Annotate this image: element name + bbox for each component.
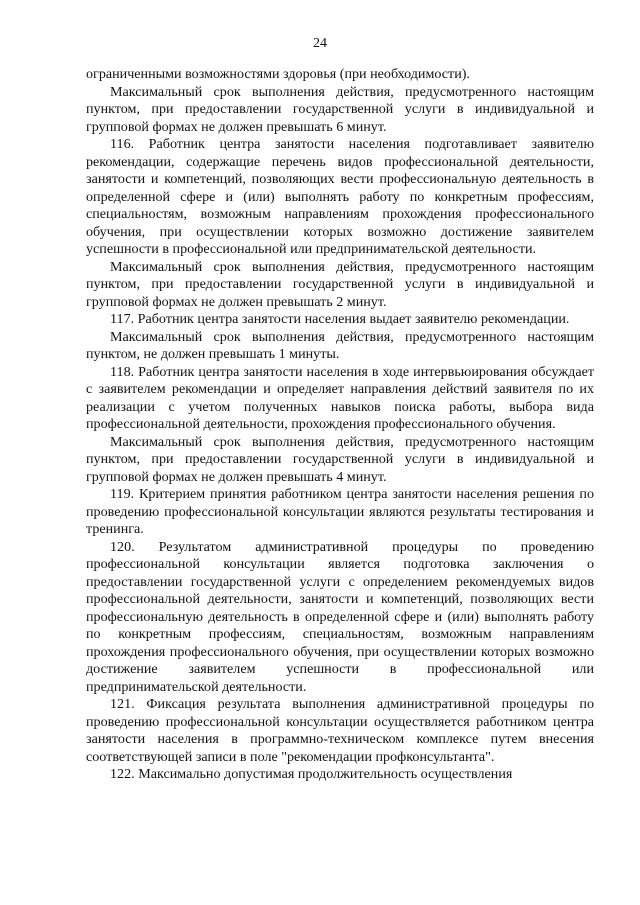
paragraph-121: 121. Фиксация результата выполнения административной процедуры по проведению профессиональной консультации осуществляется работником центра занятости населения в программно-техническом комплексе путем внесения соответствующей записи в поле "рекомендации профконсультанта".: [86, 696, 594, 765]
paragraph-117: 117. Работник центра занятости населения выдает заявителю рекомендации.: [110, 311, 570, 327]
paragraph-max-time-1min: Максимальный срок выполнения действия, предусмотренного настоящим пунктом, не должен превышать 1 минуты.: [86, 328, 594, 362]
paragraph-max-time-6min: Максимальный срок выполнения действия, предусмотренного настоящим пунктом, при предоставлении государственной услуги в индивидуальной и групповой формах не должен превышать 6 минут.: [86, 83, 594, 135]
paragraph-116: 116. Работник центра занятости населения подготавливает заявителю рекомендации, содержащие перечень видов профессиональной деятельности, занятости и компетенций, позволяющих вести профессиональную деятельность в определенной сфере и (или) выполнять работу по конкретным профессиям, специальностям, возможным направлениям прохождения профессионального обучения, при осуществлении которых возможно достижение заявителем успешности в профессиональной или предпринимательской деятельности.: [86, 136, 594, 257]
paragraph-max-time-4min: Максимальный срок выполнения действия, предусмотренного настоящим пунктом, при предоставлении государственной услуги в индивидуальной и групповой формах не должен превышать 4 минут.: [86, 433, 594, 485]
paragraph-120: 120. Результатом административной процедуры по проведению профессиональной консультации является подготовка заключения о предоставлении государственной услуги с определением рекомендуемых видов профессиональной деятельности, занятости и компетенций, позволяющих вести профессиональную деятельность в определенной сфере и (или) выполнять работу по конкретным профессиям, специальностям, возможным направлениям прохождения профессионального обучения, при осуществлении которых возможно достижение заявителем успешности в профессиональной или предпринимательской деятельности.: [86, 538, 594, 695]
document-body: [86, 66, 594, 784]
paragraph-continuation: ограниченными возможностями здоровья (при необходимости).: [86, 66, 470, 82]
paragraph-118: 118. Работник центра занятости населения в ходе интервьюирования обсуждает с заявителем рекомендации и определяет направления действий заявителя по их реализации с учетом полученных навыков поиска работы, выбора вида профессиональной деятельности, прохождения профессионального обучения.: [86, 363, 594, 432]
paragraph-max-time-2min: Максимальный срок выполнения действия, предусмотренного настоящим пунктом, при предоставлении государственной услуги в индивидуальной и групповой формах не должен превышать 2 минут.: [86, 258, 594, 310]
paragraph-119: 119. Критерием принятия работником центра занятости населения решения по проведению профессиональной консультации являются результаты тестирования и тренинга.: [86, 486, 594, 537]
paragraph-122: 122. Максимально допустимая продолжительность осуществления: [110, 766, 513, 782]
page-number: 24: [313, 36, 327, 51]
